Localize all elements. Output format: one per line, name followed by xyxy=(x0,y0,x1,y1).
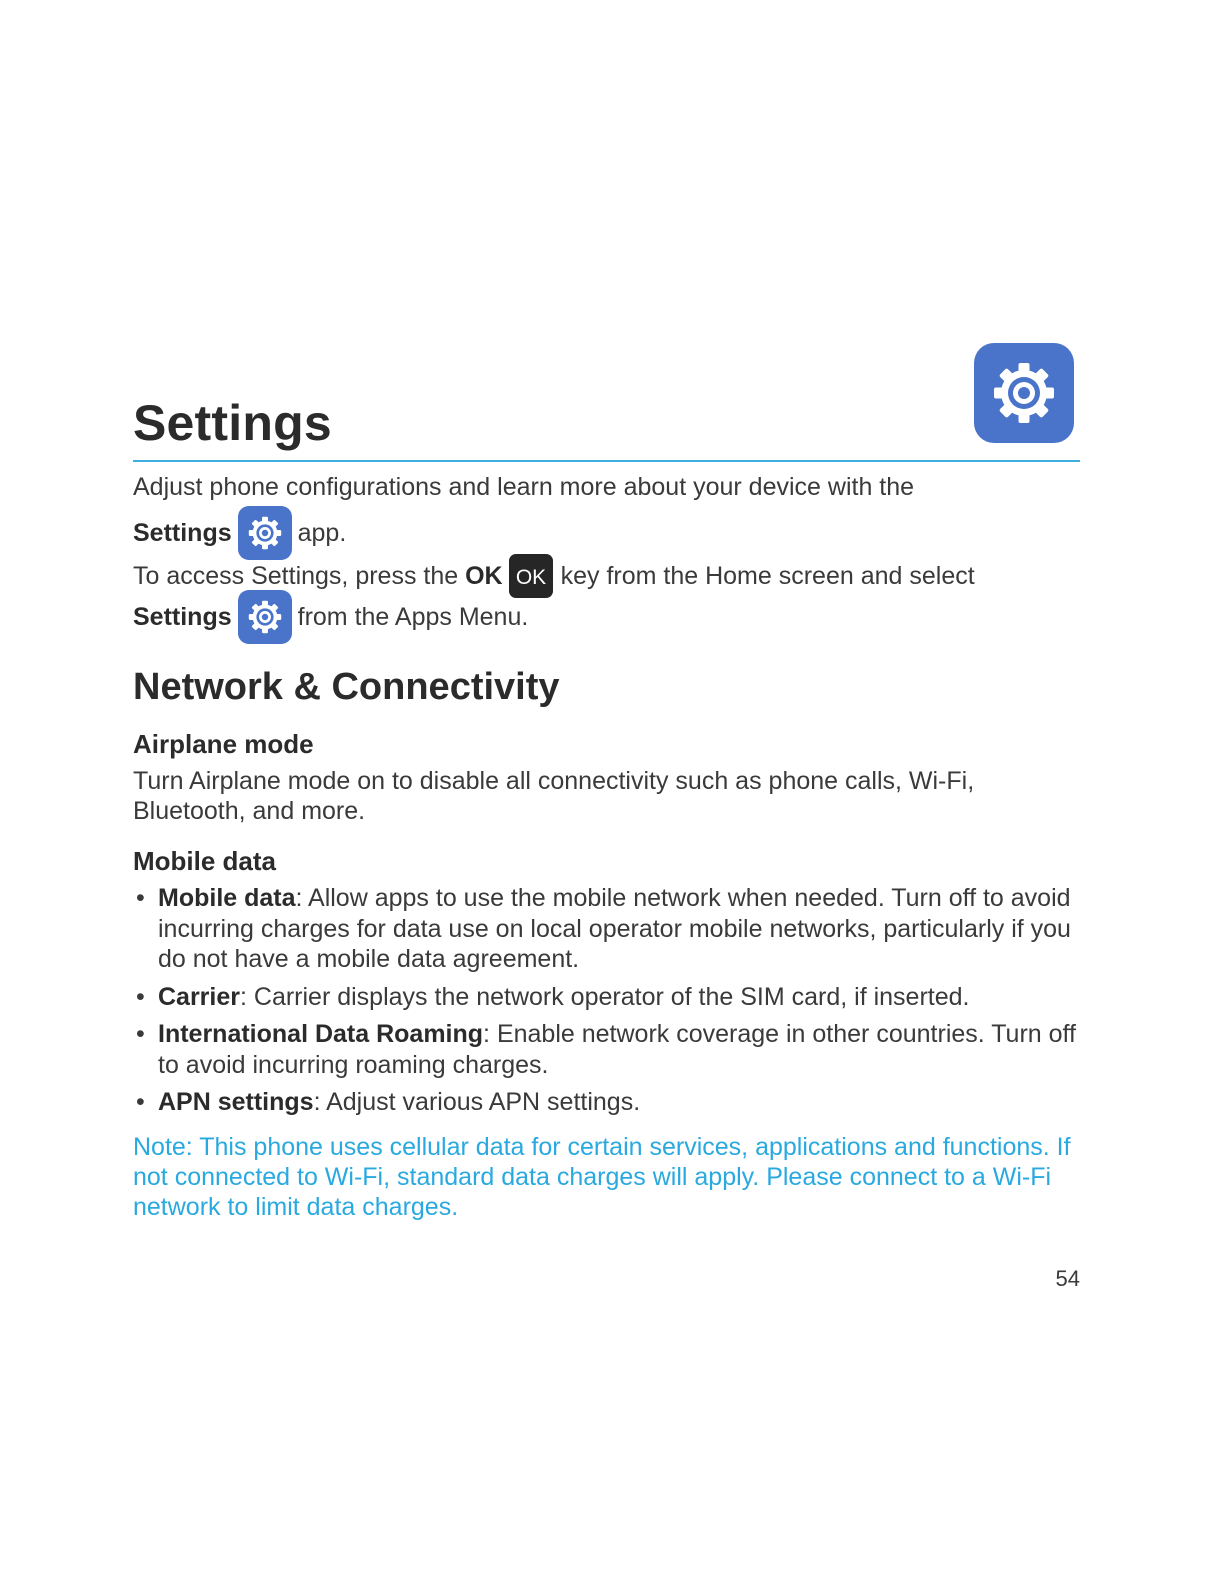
list-item: • International Data Roaming: Enable network coverage in other countries. Turn off to avoid incurring roaming charges. xyxy=(136,1020,1076,1079)
page-number: 54 xyxy=(1055,1266,1080,1291)
list-item: • Mobile data: Allow apps to use the mobile network when needed. Turn off to avoid incurring charges for data use on local operator mobile networks, particularly if you do not have a mobile data agreement. xyxy=(136,884,1071,973)
page-title: Settings xyxy=(133,395,332,451)
note-text: Note: This phone uses cellular data for certain services, applications and functions. If not connected to Wi-Fi, standard data charges will apply. Please connect to a Wi-Fi network to limit data charges. xyxy=(133,1132,1071,1221)
list-item-text: : Enable network coverage in other countries. Turn off to avoid incurring roaming charges. xyxy=(158,1020,1076,1079)
list-item: • Carrier: Carrier displays the network operator of the SIM card, if inserted. xyxy=(136,982,970,1011)
settings-gear-icon xyxy=(974,343,1074,443)
section-title-network: Network & Connectivity xyxy=(133,666,560,708)
list-item: • APN settings: Adjust various APN settings. xyxy=(136,1088,641,1116)
access-line-2 xyxy=(133,590,1080,644)
settings-gear-icon xyxy=(238,590,292,644)
airplane-mode-text: Turn Airplane mode on to disable all connectivity such as phone calls, Wi-Fi, Bluetooth, and more. xyxy=(133,767,975,825)
settings-label: Settings xyxy=(133,518,232,547)
settings-label-2: Settings xyxy=(133,602,232,631)
ok-key-icon xyxy=(509,554,553,598)
title-row xyxy=(133,340,1080,462)
intro-line-2 xyxy=(133,506,1080,560)
page-content xyxy=(133,340,1080,1222)
settings-gear-icon xyxy=(238,506,292,560)
list-item-term: Mobile data xyxy=(158,884,296,912)
mobile-data-heading: Mobile data xyxy=(133,846,277,876)
list-item-term: APN settings xyxy=(158,1088,314,1116)
airplane-mode-heading: Airplane mode xyxy=(133,729,314,759)
list-item-text: : Adjust various APN settings. xyxy=(313,1088,641,1116)
access-pre-text: To access Settings, press the xyxy=(133,561,466,590)
ok-label: OK xyxy=(465,561,503,590)
list-item-text: : Carrier displays the network operator of the SIM card, if inserted. xyxy=(240,982,970,1011)
apps-menu-text: from the Apps Menu. xyxy=(297,602,529,631)
list-item-term: Carrier xyxy=(158,982,240,1011)
list-item-text: : Allow apps to use the mobile network when needed. Turn off to avoid incurring charges for data use on local operator mobile networks, particularly if you do not have a mobile data agreement. xyxy=(158,884,1071,973)
list-item-term: International Data Roaming xyxy=(158,1020,484,1048)
ok-key-label: OK xyxy=(515,566,546,589)
app-text: app. xyxy=(297,518,347,547)
access-post-text: key from the Home screen and select xyxy=(560,561,975,590)
intro-line-1: Adjust phone configurations and learn more about your device with the xyxy=(133,473,915,501)
mobile-data-list xyxy=(133,883,1080,1118)
